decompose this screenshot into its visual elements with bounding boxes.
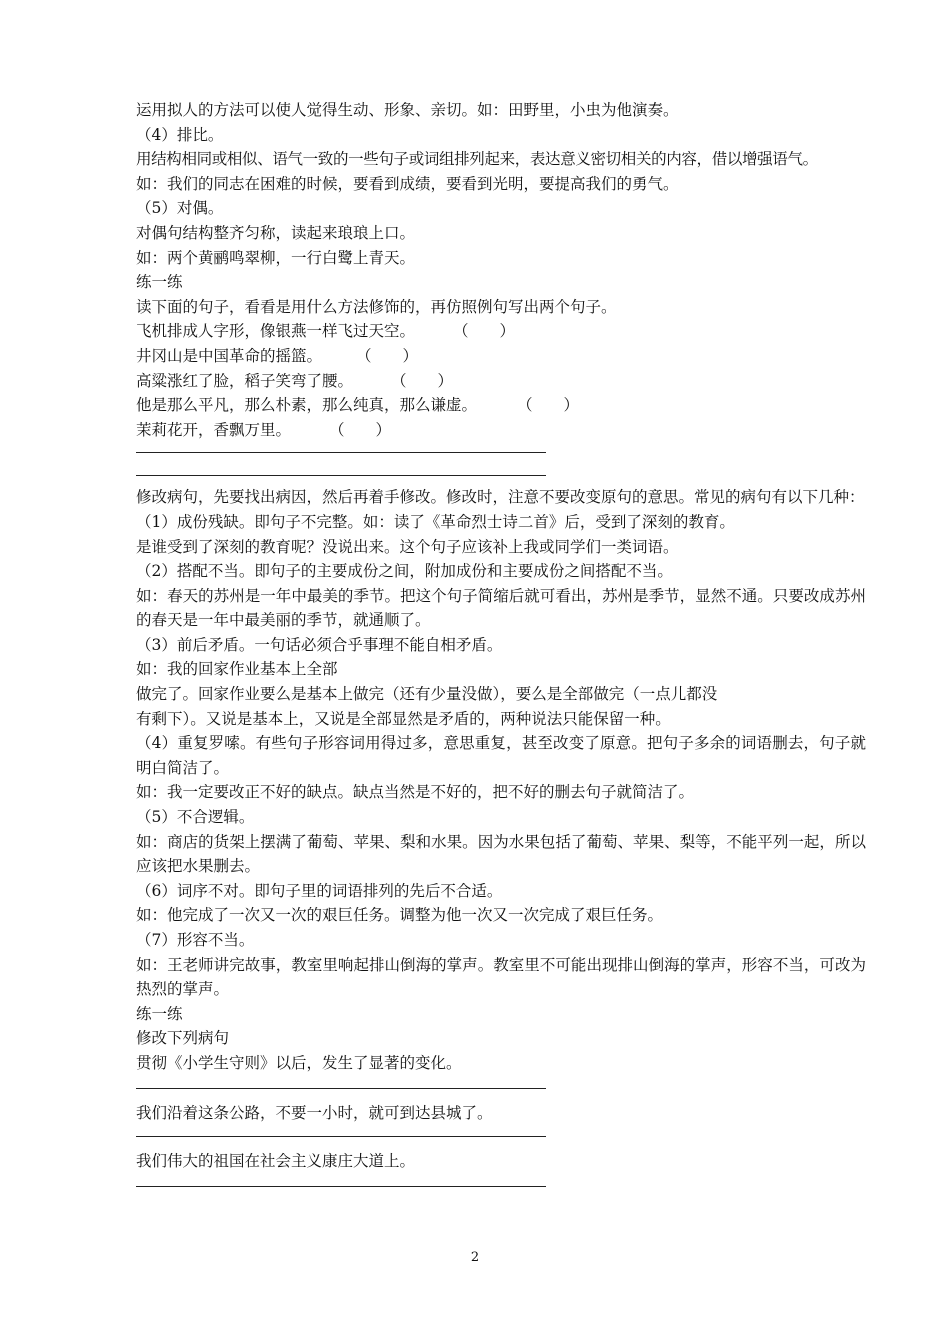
example-paragraph: 如：春天的苏州是一年中最美的季节。把这个句子简缩后就可看出，苏州是季节，显然不通。只要改成苏州的春天是一年中最美丽的季节，就通顺了。 [136, 586, 866, 630]
answer-parentheses[interactable]: （ ） [356, 346, 419, 365]
answer-parentheses[interactable]: （ ） [517, 396, 580, 415]
exercise-sentence: 他是那么平凡，那么朴素，那么纯真，那么谦虚。 [136, 396, 478, 415]
answer-parentheses[interactable]: （ ） [453, 322, 516, 341]
text-line: （1）成份残缺。即句子不完整。如：读了《革命烈士诗二首》后，受到了深刻的教育。 [136, 512, 735, 531]
text-line: 对偶句结构整齐匀称，读起来琅琅上口。 [136, 223, 416, 242]
intro-paragraph: 修改病句，先要找出病因，然后再着手修改。修改时，注意不要改变原句的意思。常见的病句有以下几种： [136, 488, 865, 507]
text-line: 如：我的回家作业基本上全部 [136, 660, 338, 679]
rule-paragraph: （4）重复罗嗦。有些句子形容词用得过多，意思重复，甚至改变了原意。把句子多余的词语删去，句子就明白简洁了。 [136, 734, 866, 777]
text-line: 运用拟人的方法可以使人觉得生动、形象、亲切。如：田野里，小虫为他演奏。 [136, 101, 679, 119]
exercise-item [136, 393, 866, 418]
text-line: （4）排比。 [136, 125, 224, 144]
page-number: 2 [470, 1250, 480, 1265]
text-line: 如：我们的同志在困难的时候，要看到成绩，要看到光明，要提高我们的勇气。 [136, 174, 679, 193]
text-line: 读下面的句子，看看是用什么方法修饰的，再仿照例句写出两个句子。 [136, 297, 617, 316]
exercise-heading: 练一练 [136, 273, 183, 292]
answer-line[interactable] [136, 1088, 546, 1089]
text-line: （2）搭配不当。即句子的主要成份之间，附加成份和主要成份之间搭配不当。 [136, 562, 673, 581]
exercise-sentence: 飞机排成人字形，像银燕一样飞过天空。 [136, 322, 416, 341]
text-line: 用结构相同或相似、语气一致的一些句子或词组排列起来，表达意义密切相关的内容，借以增强语气。 [136, 150, 818, 169]
exercise-item [136, 344, 866, 369]
exercise-sentence: 高粱涨红了脸，稻子笑弯了腰。 [136, 371, 354, 390]
example-paragraph: 如：商店的货架上摆满了葡萄、苹果、梨和水果。因为水果包括了葡萄、苹果、梨等，不能平列一起，所以应该把水果删去。 [136, 832, 866, 876]
answer-line[interactable] [136, 475, 546, 476]
exercise-sentence: 茉莉花开，香飘万里。 [136, 420, 292, 439]
text-line: 如：我一定要改正不好的缺点。缺点当然是不好的，把不好的删去句子就简洁了。 [136, 783, 695, 802]
exercise-item [136, 369, 866, 394]
text-line: （5）对偶。 [136, 199, 224, 218]
answer-line[interactable] [136, 1186, 546, 1187]
exercise-sentence: 我们沿着这条公路，不要一小时，就可到达县城了。 [136, 1103, 493, 1122]
text-line: 做完了。回家作业要么是基本上做完（还有少量没做），要么是全部做完（一点儿都没 [136, 685, 718, 704]
exercise-item [136, 319, 866, 344]
exercise-item [136, 418, 866, 443]
answer-line[interactable] [136, 452, 546, 453]
text-line: 修改下列病句 [136, 1029, 230, 1048]
text-line: 有剩下）。又说是基本上，又说是全部显然是矛盾的，两种说法只能保留一种。 [136, 709, 671, 728]
text-line: （6）词序不对。即句子里的词语排列的先后不合适。 [136, 881, 503, 900]
text-line: （5）不合逻辑。 [136, 808, 255, 827]
text-line: 是谁受到了深刻的教育呢？没说出来。这个句子应该补上我或同学们一类词语。 [136, 537, 679, 556]
text-line: 如：他完成了一次又一次的艰巨任务。调整为他一次又一次完成了艰巨任务。 [136, 906, 664, 925]
exercise-sentence: 贯彻《小学生守则》以后，发生了显著的变化。 [136, 1053, 462, 1072]
answer-parentheses[interactable]: （ ） [391, 371, 454, 390]
answer-line[interactable] [136, 1136, 546, 1137]
exercise-sentence: 井冈山是中国革命的摇篮。 [136, 346, 323, 365]
document-body [136, 98, 866, 1187]
text-line: （3）前后矛盾。一句话必须合乎事理不能自相矛盾。 [136, 635, 503, 654]
exercise-sentence: 我们伟大的祖国在社会主义康庄大道上。 [136, 1152, 416, 1171]
exercise-heading: 练一练 [136, 1004, 183, 1023]
answer-parentheses[interactable]: （ ） [329, 420, 392, 439]
example-paragraph: 如：王老师讲完故事，教室里响起排山倒海的掌声。教室里不可能出现排山倒海的掌声，形容不当，可改为热烈的掌声。 [136, 955, 866, 999]
text-line: 如：两个黄鹂鸣翠柳，一行白鹭上青天。 [136, 248, 416, 267]
text-line: （7）形容不当。 [136, 931, 255, 949]
